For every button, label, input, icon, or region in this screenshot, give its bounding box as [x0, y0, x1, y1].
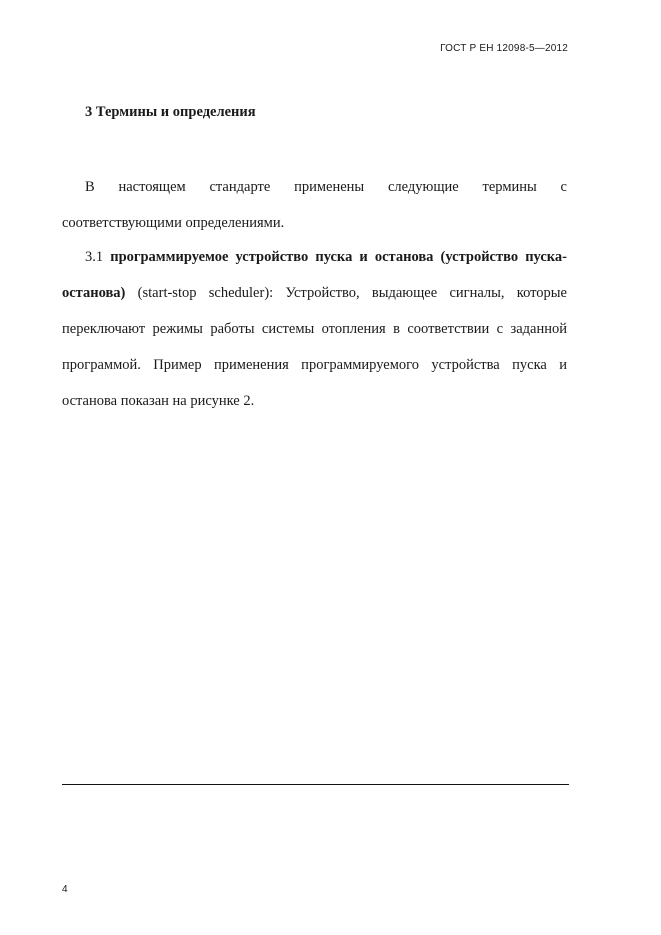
intro-paragraph	[62, 169, 567, 241]
page-number: 4	[62, 884, 68, 895]
section-title: 3 Термины и определения	[85, 104, 256, 120]
term-name: программируемое устройство пуска и останова (устройство пуска-останова)	[62, 249, 568, 301]
term-definition-paragraph	[62, 239, 567, 419]
footer-divider	[62, 784, 569, 785]
term-number: 3.1	[85, 249, 111, 265]
term-entry	[62, 239, 567, 419]
intro-text: В настоящем стандарте применены следующие термины с соответствующими определениями.	[62, 179, 567, 231]
document-code-header: ГОСТ Р ЕН 12098-5—2012	[440, 43, 568, 54]
term-english-equivalent: (start-stop scheduler)	[125, 285, 270, 301]
term-definition-text: : Устройство, выдающее сигналы, которые переключают режимы работы системы отопления в соответствии с заданной программой. Пример применения программируемого устройства пуска и останова показан на рисунке 2.	[62, 285, 567, 409]
